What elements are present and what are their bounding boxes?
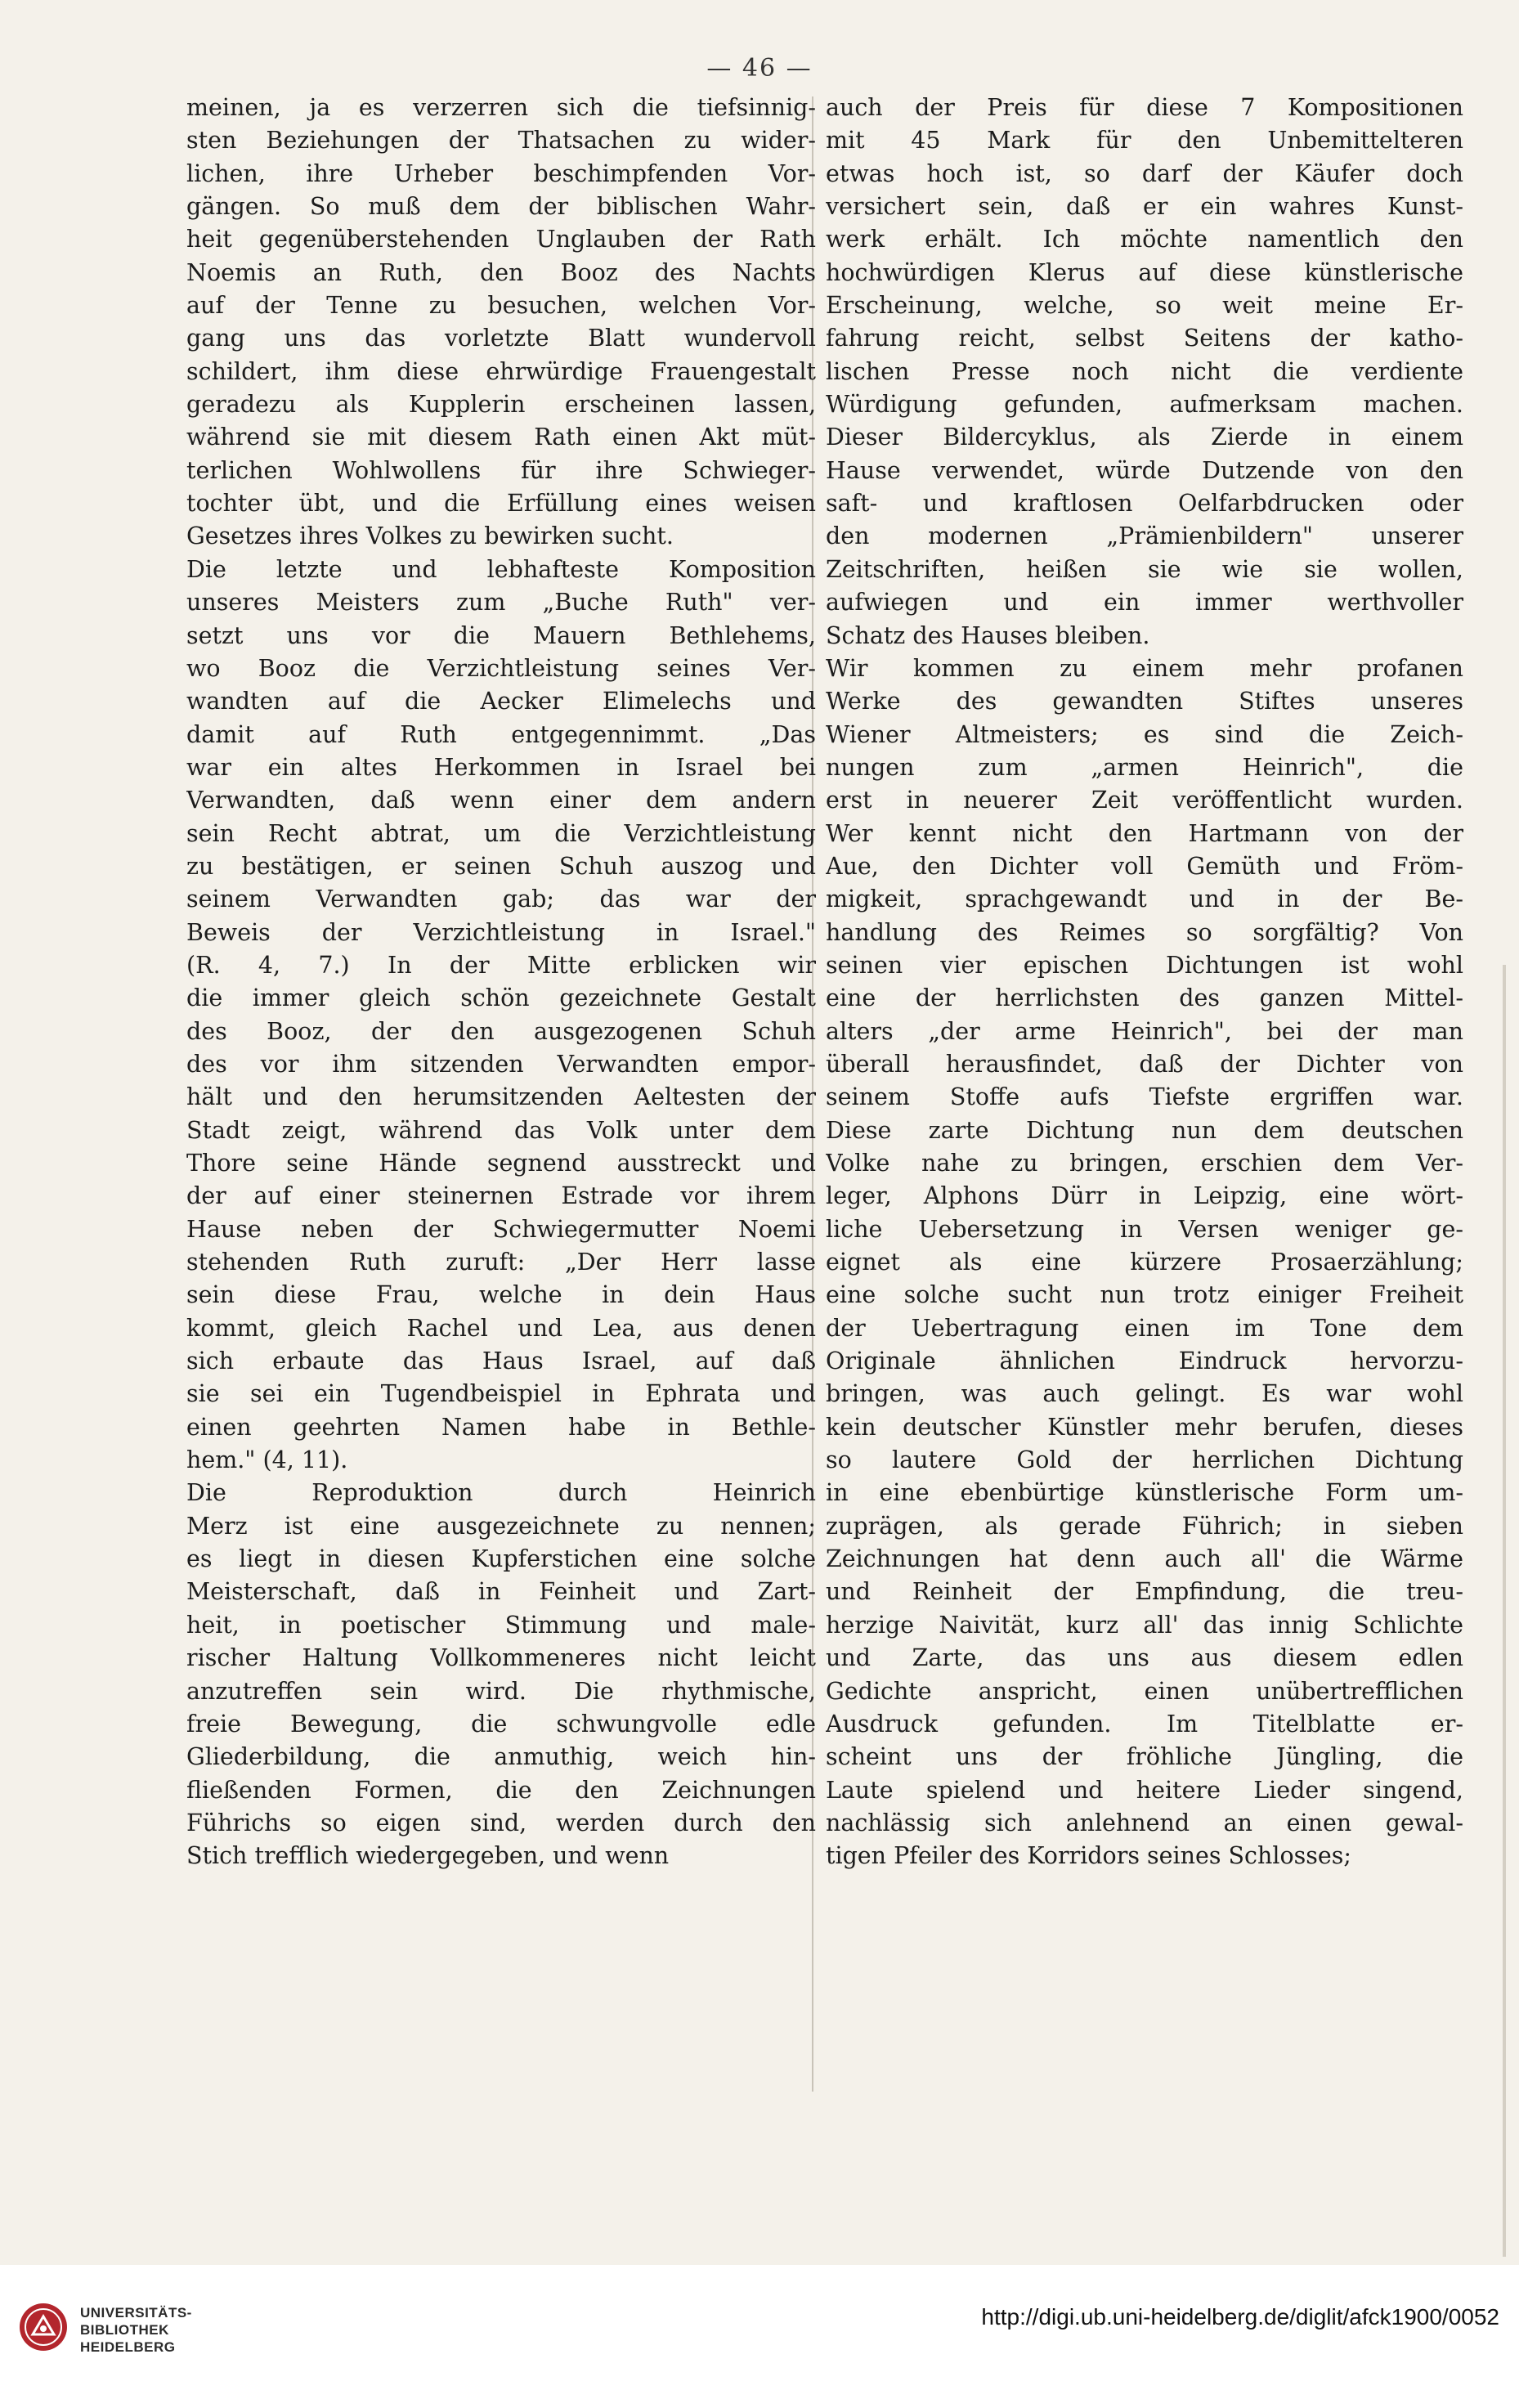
text-line: damit auf Ruth entgegennimmt. „Das — [186, 720, 816, 748]
text-line: gang uns das vorletzte Blatt wundervoll — [186, 325, 816, 352]
text-line: freie Bewegung, die schwungvolle edle — [186, 1710, 816, 1738]
text-line: seinem Verwandten gab; das war der — [186, 886, 816, 913]
text-line: Gliederbildung, die anmuthig, weich hin- — [186, 1743, 816, 1771]
text-line: überall herausfindet, daß der Dichter von — [826, 1050, 1463, 1078]
text-line: den modernen „Prämienbildern" unserer — [826, 522, 1463, 550]
text-line: und Zarte, das uns aus diesem edlen — [826, 1644, 1463, 1672]
text-line: Diese zarte Dichtung nun dem deutschen — [826, 1116, 1463, 1144]
text-line: zu bestätigen, er seinen Schuh auszog und — [186, 852, 816, 880]
text-line: leger, Alphons Dürr in Leipzig, eine wört- — [826, 1182, 1463, 1210]
text-line: auf der Tenne zu besuchen, welchen Vor- — [186, 292, 816, 320]
text-line: Ausdruck gefunden. Im Titelblatte er- — [826, 1710, 1463, 1738]
page-edge-shadow — [1503, 965, 1506, 2257]
text-line: Dieser Bildercyklus, als Zierde in einem — [826, 424, 1463, 451]
page-number: — 46 — — [706, 54, 813, 83]
text-line: Meisterschaft, daß in Feinheit und Zart- — [186, 1578, 816, 1606]
text-line: gängen. So muß dem der biblischen Wahr- — [186, 193, 816, 221]
text-line: versichert sein, daß er ein wahres Kunst- — [826, 193, 1463, 221]
text-line: eine der herrlichsten des ganzen Mittel- — [826, 984, 1463, 1012]
library-name-line: BIBLIOTHEK — [80, 2322, 169, 2338]
right-text-column — [826, 92, 1463, 1873]
text-line: mit 45 Mark für den Unbemittelteren — [826, 127, 1463, 155]
text-line: geradezu als Kupplerin erscheinen lassen, — [186, 391, 816, 419]
text-line: liche Uebersetzung in Versen weniger ge- — [826, 1215, 1463, 1243]
text-line: Werke des gewandten Stiftes unseres — [826, 688, 1463, 715]
text-line: zuprägen, als gerade Führich; in sieben — [826, 1512, 1463, 1540]
library-name-line: UNIVERSITÄTS- — [80, 2305, 192, 2321]
text-line: meinen, ja es verzerren sich die tiefsinnig- — [186, 94, 816, 121]
library-name-line: HEIDELBERG — [80, 2339, 176, 2355]
text-line: lischen Presse noch nicht die verdiente — [826, 357, 1463, 385]
text-line: alters „der arme Heinrich", bei der man — [826, 1017, 1463, 1045]
text-line: Merz ist eine ausgezeichnete zu nennen; — [186, 1512, 816, 1540]
text-line: setzt uns vor die Mauern Bethlehems, — [186, 621, 816, 649]
text-line: Zeitschriften, heißen sie wie sie wollen, — [826, 555, 1463, 583]
text-line: anzutreffen sein wird. Die rhythmische, — [186, 1677, 816, 1705]
text-line: war ein altes Herkommen in Israel bei — [186, 753, 816, 781]
text-line: lichen, ihre Urheber beschimpfenden Vor- — [186, 159, 816, 187]
text-line: sie sei ein Tugendbeispiel in Ephrata und — [186, 1380, 816, 1408]
text-line: seinem Stoffe aufs Tiefste ergriffen war. — [826, 1083, 1463, 1111]
text-line: Führichs so eigen sind, werden durch den — [186, 1809, 816, 1836]
text-line: während sie mit diesem Rath einen Akt müt- — [186, 424, 816, 451]
text-line: nungen zum „armen Heinrich", die — [826, 753, 1463, 781]
text-line: unseres Meisters zum „Buche Ruth" ver- — [186, 589, 816, 617]
text-line: seinen vier epischen Dichtungen ist wohl — [826, 951, 1463, 979]
source-url-link[interactable]: http://digi.ub.uni-heidelberg.de/diglit/afck1900/0052 — [981, 2304, 1499, 2330]
text-line: Wer kennt nicht den Hartmann von der — [826, 819, 1463, 847]
text-line: Stich trefflich wiedergegeben, und wenn — [186, 1842, 670, 1870]
text-line: so lautere Gold der herrlichen Dichtung — [826, 1446, 1463, 1474]
university-seal-icon — [18, 2302, 69, 2352]
text-line: Wir kommen zu einem mehr profanen — [826, 654, 1463, 682]
text-line: der auf einer steinernen Estrade vor ihrem — [186, 1182, 816, 1210]
text-line: Noemis an Ruth, den Booz des Nachts — [186, 258, 816, 286]
text-line: des vor ihm sitzenden Verwandten empor- — [186, 1050, 816, 1078]
text-line: Hause verwendet, würde Dutzende von den — [826, 456, 1463, 484]
text-line: des Booz, der den ausgezogenen Schuh — [186, 1017, 816, 1045]
text-line: tochter übt, und die Erfüllung eines weisen — [186, 490, 816, 518]
text-line: Verwandten, daß wenn einer dem andern — [186, 787, 816, 814]
text-line: Beweis der Verzichtleistung in Israel." — [186, 918, 816, 946]
left-text-column — [186, 92, 816, 1873]
text-line: Die letzte und lebhafteste Komposition — [186, 555, 816, 583]
text-line: auch der Preis für diese 7 Kompositionen — [826, 94, 1463, 121]
text-line: Stadt zeigt, während das Volk unter dem — [186, 1116, 816, 1144]
text-line: terlichen Wohlwollens für ihre Schwieger- — [186, 456, 816, 484]
text-line: sein Recht abtrat, um die Verzichtleistung — [186, 819, 816, 847]
text-line: (R. 4, 7.) In der Mitte erblicken wir — [186, 951, 816, 979]
text-line: fließenden Formen, die den Zeichnungen — [186, 1776, 816, 1804]
text-line: erst in neuerer Zeit veröffentlicht wurden. — [826, 787, 1463, 814]
text-line: hochwürdigen Klerus auf diese künstlerische — [826, 258, 1463, 286]
text-line: sein diese Frau, welche in dein Haus — [186, 1281, 816, 1309]
text-line: wandten auf die Aecker Elimelechs und — [186, 688, 816, 715]
text-line: Würdigung gefunden, aufmerksam machen. — [826, 391, 1463, 419]
text-line: wo Booz die Verzichtleistung seines Ver- — [186, 654, 816, 682]
text-line: eine solche sucht nun trotz einiger Freiheit — [826, 1281, 1463, 1309]
text-line: herzige Naivität, kurz all' das innig Schlichte — [826, 1611, 1463, 1639]
text-line: es liegt in diesen Kupferstichen eine solche — [186, 1545, 816, 1573]
text-line: kommt, gleich Rachel und Lea, aus denen — [186, 1314, 816, 1342]
text-line: Thore seine Hände segnend ausstreckt und — [186, 1150, 816, 1177]
library-name — [80, 2304, 192, 2356]
text-line: sten Beziehungen der Thatsachen zu wider- — [186, 127, 816, 155]
text-line: saft- und kraftlosen Oelfarbdrucken oder — [826, 490, 1463, 518]
text-line: eignet als eine kürzere Prosaerzählung; — [826, 1249, 1463, 1276]
text-line: Volke nahe zu bringen, erschien dem Ver- — [826, 1150, 1463, 1177]
text-line: Zeichnungen hat denn auch all' die Wärme — [826, 1545, 1463, 1573]
footer-bar — [0, 2265, 1519, 2408]
text-line: rischer Haltung Vollkommeneres nicht leicht — [186, 1644, 816, 1672]
text-line: Wiener Altmeisters; es sind die Zeich- — [826, 720, 1463, 748]
text-line: hält und den herumsitzenden Aeltesten der — [186, 1083, 816, 1111]
text-line: bringen, was auch gelingt. Es war wohl — [826, 1380, 1463, 1408]
text-line: tigen Pfeiler des Korridors seines Schlosses; — [826, 1842, 1351, 1870]
text-line: Laute spielend und heitere Lieder singend, — [826, 1776, 1463, 1804]
text-line: Schatz des Hauses bleiben. — [826, 621, 1150, 649]
text-line: aufwiegen und ein immer werthvoller — [826, 589, 1463, 617]
text-line: heit gegenüberstehenden Unglauben der Rath — [186, 226, 816, 253]
text-line: Gedichte anspricht, einen unübertrefflichen — [826, 1677, 1463, 1705]
text-line: etwas hoch ist, so darf der Käufer doch — [826, 159, 1463, 187]
text-line: Hause neben der Schwiegermutter Noemi — [186, 1215, 816, 1243]
text-line: Die Reproduktion durch Heinrich — [186, 1479, 816, 1507]
text-line: fahrung reicht, selbst Seitens der katho- — [826, 325, 1463, 352]
text-line: migkeit, sprachgewandt und in der Be- — [826, 886, 1463, 913]
text-line: die immer gleich schön gezeichnete Gestalt — [186, 984, 816, 1012]
text-line: stehenden Ruth zuruft: „Der Herr lasse — [186, 1249, 816, 1276]
text-line: scheint uns der fröhliche Jüngling, die — [826, 1743, 1463, 1771]
text-line: Gesetzes ihres Volkes zu bewirken sucht. — [186, 522, 674, 550]
text-line: kein deutscher Künstler mehr berufen, dieses — [826, 1413, 1463, 1441]
text-line: einen geehrten Namen habe in Bethle- — [186, 1413, 816, 1441]
text-line: der Uebertragung einen im Tone dem — [826, 1314, 1463, 1342]
text-line: sich erbaute das Haus Israel, auf daß — [186, 1347, 816, 1375]
text-line: nachlässig sich anlehnend an einen gewal- — [826, 1809, 1463, 1836]
text-line: Erscheinung, welche, so weit meine Er- — [826, 292, 1463, 320]
text-line: handlung des Reimes so sorgfältig? Von — [826, 918, 1463, 946]
text-line: Aue, den Dichter voll Gemüth und Fröm- — [826, 852, 1463, 880]
text-line: und Reinheit der Empfindung, die treu- — [826, 1578, 1463, 1606]
text-line: Originale ähnlichen Eindruck hervorzu- — [826, 1347, 1463, 1375]
text-line: heit, in poetischer Stimmung und male- — [186, 1611, 816, 1639]
text-line: hem." (4, 11). — [186, 1446, 348, 1474]
text-line: in eine ebenbürtige künstlerische Form um- — [826, 1479, 1463, 1507]
text-line: werk erhält. Ich möchte namentlich den — [826, 226, 1463, 253]
text-line: schildert, ihm diese ehrwürdige Frauengestalt — [186, 357, 816, 385]
